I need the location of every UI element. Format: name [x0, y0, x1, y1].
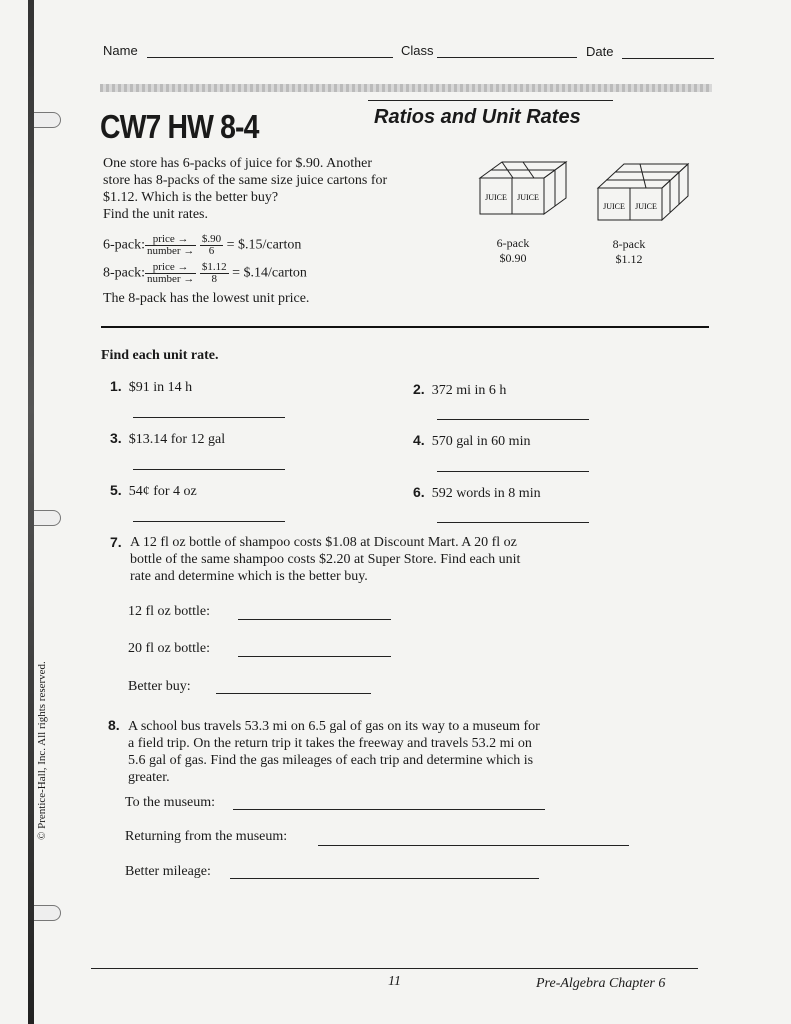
fraction: $\frac{\$1.12}{8}$ [201, 261, 227, 285]
answer-line-1[interactable] [133, 417, 285, 418]
problem-8-line: A school bus travels 53.3 mi on 6.5 gal of gas on its way to a museum for [128, 719, 540, 734]
q8-museum-answer[interactable] [233, 809, 545, 810]
class-field[interactable] [437, 57, 577, 58]
date-label: Date [586, 44, 614, 59]
fraction: $\frac{\text{price →}}{\text{number →}}$ [146, 261, 195, 285]
eight-pack-name: 8-pack [612, 237, 646, 251]
q8-return-label: Returning from the museum: [125, 829, 288, 844]
eight-pack-juice-icon [596, 160, 692, 224]
page-subtitle: Ratios and Unit Rates [374, 106, 581, 128]
six-pack-result: = $.15/carton [226, 237, 302, 253]
q8-better-mileage-label: Better mileage: [125, 864, 211, 879]
q7-20oz-label: 20 fl oz bottle: [128, 641, 211, 656]
example-line: $1.12. Which is the better buy? [103, 190, 279, 205]
problem-8-line: a field trip. On the return trip it takes the freeway and travels 53.2 mi on [128, 736, 532, 751]
q8-museum-label: To the museum: [125, 795, 216, 810]
problem-6: 6. 592 words in 8 min [413, 484, 541, 501]
q8-better-mileage-answer[interactable] [230, 878, 539, 879]
example-conclusion: The 8-pack has the lowest unit price. [103, 291, 310, 306]
page-title: CW7 HW 8-4 [100, 108, 259, 145]
q7-12oz-answer[interactable] [238, 619, 391, 620]
example-line: One store has 6-packs of juice for $.90. Another [103, 156, 373, 171]
q7-better-buy-label: Better buy: [128, 679, 191, 694]
punch-hole [34, 510, 61, 526]
problem-8-line: greater. [128, 770, 170, 785]
answer-line-4[interactable] [437, 471, 589, 472]
juice-label: JUICE [485, 193, 507, 202]
problem-1: 1. $91 in 14 h [110, 378, 193, 395]
problem-2: 2. 372 mi in 6 h [413, 381, 507, 398]
answer-line-5[interactable] [133, 521, 285, 522]
juice-label: JUICE [635, 202, 657, 211]
six-pack-juice-icon [478, 158, 570, 218]
example-problem [103, 155, 443, 223]
answer-line-6[interactable] [437, 522, 589, 523]
six-pack-price: $0.90 [499, 251, 527, 265]
q7-better-buy-answer[interactable] [216, 693, 371, 694]
eight-pack-label: 8-pack: [103, 265, 145, 281]
subtitle-rule [368, 100, 613, 101]
problem-8-line: 5.6 gal of gas. Find the gas mileages of each trip and determine which is [128, 753, 534, 768]
problem-7-line: A 12 fl oz bottle of shampoo costs $1.08 at Discount Mart. A 20 fl oz [130, 535, 517, 550]
copyright-notice: © Prentice-Hall, Inc. All rights reserved. [36, 661, 48, 840]
fraction: $\frac{\text{price →}}{\text{number →}}$ [146, 233, 195, 257]
chapter-label: Pre-Algebra Chapter 6 [536, 976, 666, 991]
answer-line-2[interactable] [437, 419, 589, 420]
eight-pack-price: $1.12 [615, 252, 643, 266]
problem-7-line: bottle of the same shampoo costs $2.20 at Super Store. Find each unit [130, 552, 521, 567]
punch-hole [34, 905, 61, 921]
problem-7-text [130, 534, 600, 585]
eight-pack-caption [594, 237, 664, 267]
section-heading: Find each unit rate. [101, 348, 219, 363]
eight-pack-rate [103, 262, 307, 285]
juice-label: JUICE [517, 193, 539, 202]
answer-line-3[interactable] [133, 469, 285, 470]
problem-7-number: 7. [110, 534, 122, 550]
example-find: Find the unit rates. [103, 207, 208, 222]
q8-return-answer[interactable] [318, 845, 629, 846]
problem-8-number: 8. [108, 717, 120, 733]
punch-hole [34, 112, 61, 128]
header-rule [100, 84, 712, 92]
fraction: $\frac{\$.90}{6}$ [201, 233, 222, 257]
page-number: 11 [388, 974, 401, 989]
name-label: Name [103, 43, 138, 58]
problem-7-line: rate and determine which is the better buy. [130, 569, 368, 584]
q7-12oz-label: 12 fl oz bottle: [128, 604, 211, 619]
footer-rule [91, 968, 698, 969]
six-pack-label: 6-pack: [103, 237, 145, 253]
q7-20oz-answer[interactable] [238, 656, 391, 657]
eight-pack-result: = $.14/carton [232, 265, 307, 281]
problem-5: 5. 54¢ for 4 oz [110, 482, 197, 499]
section-divider [101, 326, 709, 328]
example-line: store has 8-packs of the same size juice cartons for [103, 173, 388, 188]
problem-4: 4. 570 gal in 60 min [413, 432, 531, 449]
name-field[interactable] [147, 57, 393, 58]
class-label: Class [401, 43, 434, 58]
problem-8-text [128, 718, 618, 786]
date-field[interactable] [622, 58, 714, 59]
six-pack-caption [478, 236, 548, 266]
juice-label: JUICE [603, 202, 625, 211]
problem-3: 3. $13.14 for 12 gal [110, 430, 226, 447]
six-pack-rate [103, 234, 301, 257]
six-pack-name: 6-pack [496, 236, 530, 250]
